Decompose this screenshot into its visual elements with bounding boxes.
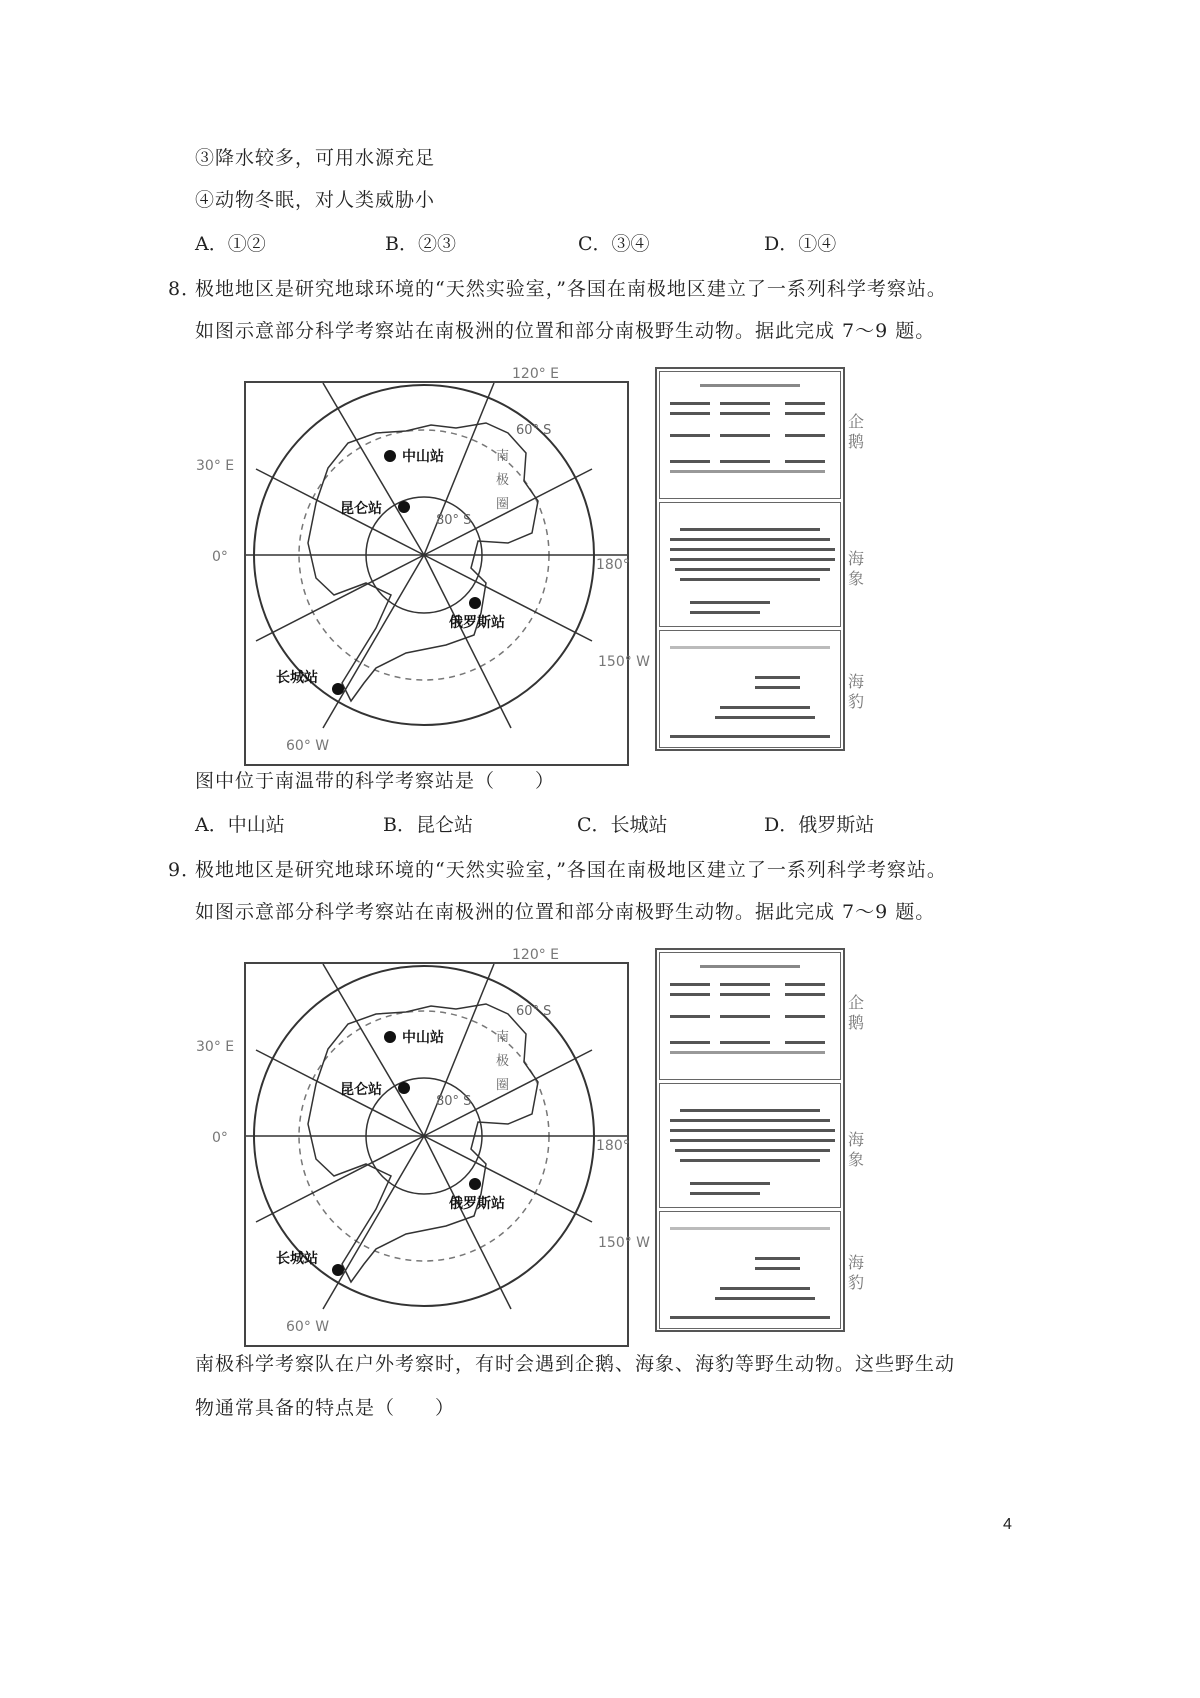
walrus-photo — [659, 1083, 841, 1208]
station-label-changcheng: 长城站 — [276, 1251, 318, 1267]
lon-label-60w: 60° W — [286, 1319, 330, 1335]
penguin-photo — [659, 952, 841, 1080]
animal-label-penguin: 企鹅 — [847, 993, 864, 1032]
station-label-russia: 俄罗斯站 — [449, 615, 505, 631]
q8-question: 图中位于南温带的科学考察站是（ ） — [195, 770, 556, 792]
antarctica-map-1 — [244, 381, 629, 766]
station-label-kunlun: 昆仑站 — [340, 501, 382, 517]
animal-label-walrus: 海象 — [847, 549, 864, 588]
lon-label-60w: 60° W — [286, 738, 330, 754]
station-dot-russia — [469, 1178, 481, 1190]
station-dot-zhongshan — [384, 450, 396, 462]
antarctica-map-2 — [244, 962, 629, 1347]
lon-label-0: 0° — [212, 549, 228, 565]
station-dot-russia — [469, 597, 481, 609]
walrus-photo — [659, 502, 841, 627]
station-label-kunlun: 昆仑站 — [340, 1082, 382, 1098]
lon-label-150w: 150° W — [598, 654, 651, 670]
penguin-photo — [659, 371, 841, 499]
animal-label-penguin: 企鹅 — [847, 412, 864, 451]
q7-choice-c: C．③④ — [578, 233, 650, 255]
animal-label-seal: 海豹 — [847, 1253, 864, 1292]
lon-label-150w: 150° W — [598, 1235, 651, 1251]
seal-photo — [659, 630, 841, 748]
animal-label-walrus: 海象 — [847, 1130, 864, 1169]
station-dot-changcheng — [332, 1264, 344, 1276]
lon-label-180: 180° — [596, 557, 630, 573]
q9-stem-line-2: 如图示意部分科学考察站在南极洲的位置和部分南极野生动物。据此完成 7～9 题。 — [195, 901, 936, 923]
station-dot-kunlun — [398, 1082, 410, 1094]
page-number: 4 — [1003, 1516, 1012, 1533]
q7-option-item-4: ④动物冬眠，对人类威胁小 — [195, 189, 436, 211]
station-dot-kunlun — [398, 501, 410, 513]
q8-choice-d: D．俄罗斯站 — [764, 814, 875, 836]
latitude-label-60s: 60° S — [516, 1004, 552, 1019]
q7-choice-a: A．①② — [195, 233, 266, 255]
q7-choice-b: B．②③ — [385, 233, 456, 255]
lon-label-0: 0° — [212, 1130, 228, 1146]
station-dot-changcheng — [332, 683, 344, 695]
station-label-zhongshan: 中山站 — [402, 1030, 444, 1046]
station-label-zhongshan: 中山站 — [402, 449, 444, 465]
polar-circle-label: 南极圈 — [496, 1030, 510, 1093]
lon-label-120e: 120° E — [512, 366, 560, 382]
latitude-label-80s: 80° S — [436, 513, 472, 528]
q8-stem-line-2: 如图示意部分科学考察站在南极洲的位置和部分南极野生动物。据此完成 7～9 题。 — [195, 320, 936, 342]
latitude-label-60s: 60° S — [516, 423, 552, 438]
q7-option-item-3: ③降水较多，可用水源充足 — [195, 147, 436, 169]
animal-panels-2 — [655, 948, 845, 1332]
q7-choice-d: D．①④ — [764, 233, 837, 255]
q8-choice-c: C．长城站 — [577, 814, 668, 836]
latitude-label-80s: 80° S — [436, 1094, 472, 1109]
lon-label-180: 180° — [596, 1138, 630, 1154]
q9-number: 9． — [168, 859, 202, 881]
q8-choice-a: A．中山站 — [195, 814, 285, 836]
lon-label-30e: 30° E — [196, 1039, 235, 1055]
station-label-russia: 俄罗斯站 — [449, 1196, 505, 1212]
seal-photo — [659, 1211, 841, 1329]
animal-panels-1 — [655, 367, 845, 751]
q9-stem-line-1: 极地地区是研究地球环境的“天然实验室，”各国在南极地区建立了一系列科学考察站。 — [195, 859, 947, 881]
q8-number: 8． — [168, 278, 202, 300]
q9-question-line-1: 南极科学考察队在户外考察时，有时会遇到企鹅、海象、海豹等野生动物。这些野生动 — [195, 1353, 956, 1375]
map-drawing — [246, 383, 627, 764]
q8-stem-line-1: 极地地区是研究地球环境的“天然实验室，”各国在南极地区建立了一系列科学考察站。 — [195, 278, 947, 300]
polar-circle-label: 南极圈 — [496, 449, 510, 512]
station-label-changcheng: 长城站 — [276, 670, 318, 686]
animal-label-seal: 海豹 — [847, 672, 864, 711]
station-dot-zhongshan — [384, 1031, 396, 1043]
lon-label-120e: 120° E — [512, 947, 560, 963]
q9-question-line-2: 物通常具备的特点是（ ） — [195, 1397, 456, 1419]
map-drawing — [246, 964, 627, 1345]
q8-choice-b: B．昆仑站 — [383, 814, 473, 836]
lon-label-30e: 30° E — [196, 458, 235, 474]
